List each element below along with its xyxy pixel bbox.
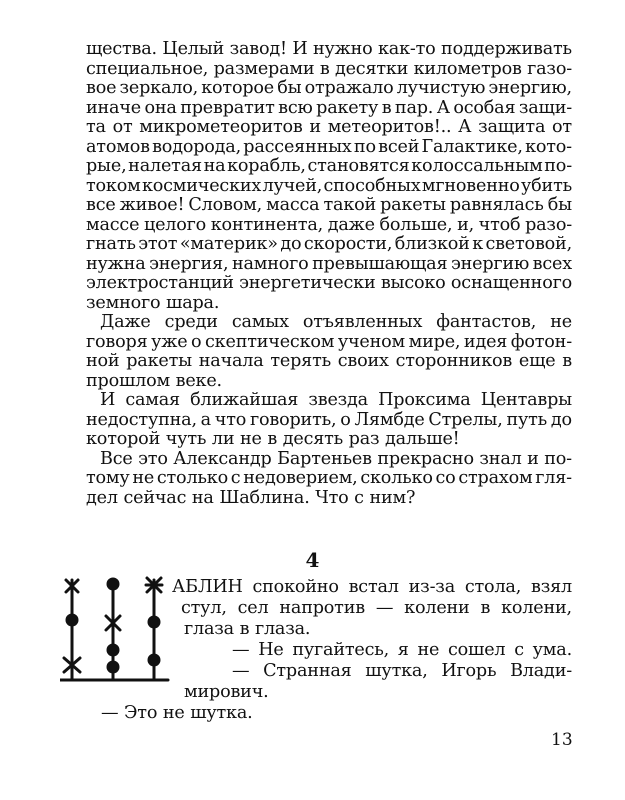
chapter-4-line: мирович. [184,682,269,702]
chapter-4-line: — Не пугайтесь, я не сошел с ума. [232,640,572,660]
chapter-4-line: — Странная шутка, Игорь Влади- [232,661,572,681]
text-line: прошлом веке. [86,370,222,391]
chapter-number: 4 [305,548,320,572]
text-line: ной ракеты начала терять своих сторонников еще в [86,351,572,371]
text-line: Даже среди самых отъявленных фантастов, не [100,312,572,332]
text-line: Все это Александр Бартеньев прекрасно знал и по- [100,448,572,469]
text-line: все живое! Словом, масса такой ракеты равнялась бы [86,195,572,215]
page-number: 13 [551,730,573,750]
chapter-4-line: — Это не шутка. [101,703,253,723]
text-line: говоря уже о скептическом ученом мире, идея фотон- [86,331,572,352]
text-line: земного шара. [86,292,220,313]
text-line: тому не столько с недоверием, сколько со страхом гля- [86,468,572,488]
text-line: атомов водорода, рассеянных по всей Галактике, кото- [86,136,572,157]
text-line: вое зеркало, которое бы отражало лучистую энергию, [86,78,572,98]
text-line: током космических лучей, способных мгновенно убить [86,175,572,196]
text-line: специальное, размерами в десятки километров газо- [86,58,572,79]
text-line: электростанций энергетически высоко оснащенного [86,273,572,293]
text-line: дел сейчас на Шаблина. Что с ним? [86,487,416,508]
text-line: гнать этот «материк» до скорости, близкой к световой, [86,234,572,254]
text-line: массе целого континента, даже больше, и, чтоб разо- [86,214,572,235]
text-line: недоступна, а что говорить, о Лямбде Стрелы, путь до [86,409,572,430]
text-line: щества. Целый завод! И нужно как-то поддерживать [86,39,572,59]
text-line: рые, налетая на корабль, становятся колоссальным по- [86,156,572,176]
body-text [86,40,572,508]
text-line: иначе она превратит всю ракету в пар. А особая защи- [86,97,572,118]
text-line: И самая ближайшая звезда Проксима Центавры [100,390,572,410]
text-line: нужна энергия, намного превышающая энергию всех [86,253,572,274]
chapter-4-line: глаза в глаза. [184,619,311,639]
drop-cap-ornament-icon [60,572,170,687]
chapter-4-line: АБЛИН спокойно встал из-за стола, взял [172,577,572,597]
chapter-4-line: стул, сел напротив — колени в колени, [181,598,572,618]
text-line: та от микрометеоритов и метеоритов!.. А защита от [86,117,572,137]
text-line: которой чуть ли не в десять раз дальше! [86,429,460,449]
